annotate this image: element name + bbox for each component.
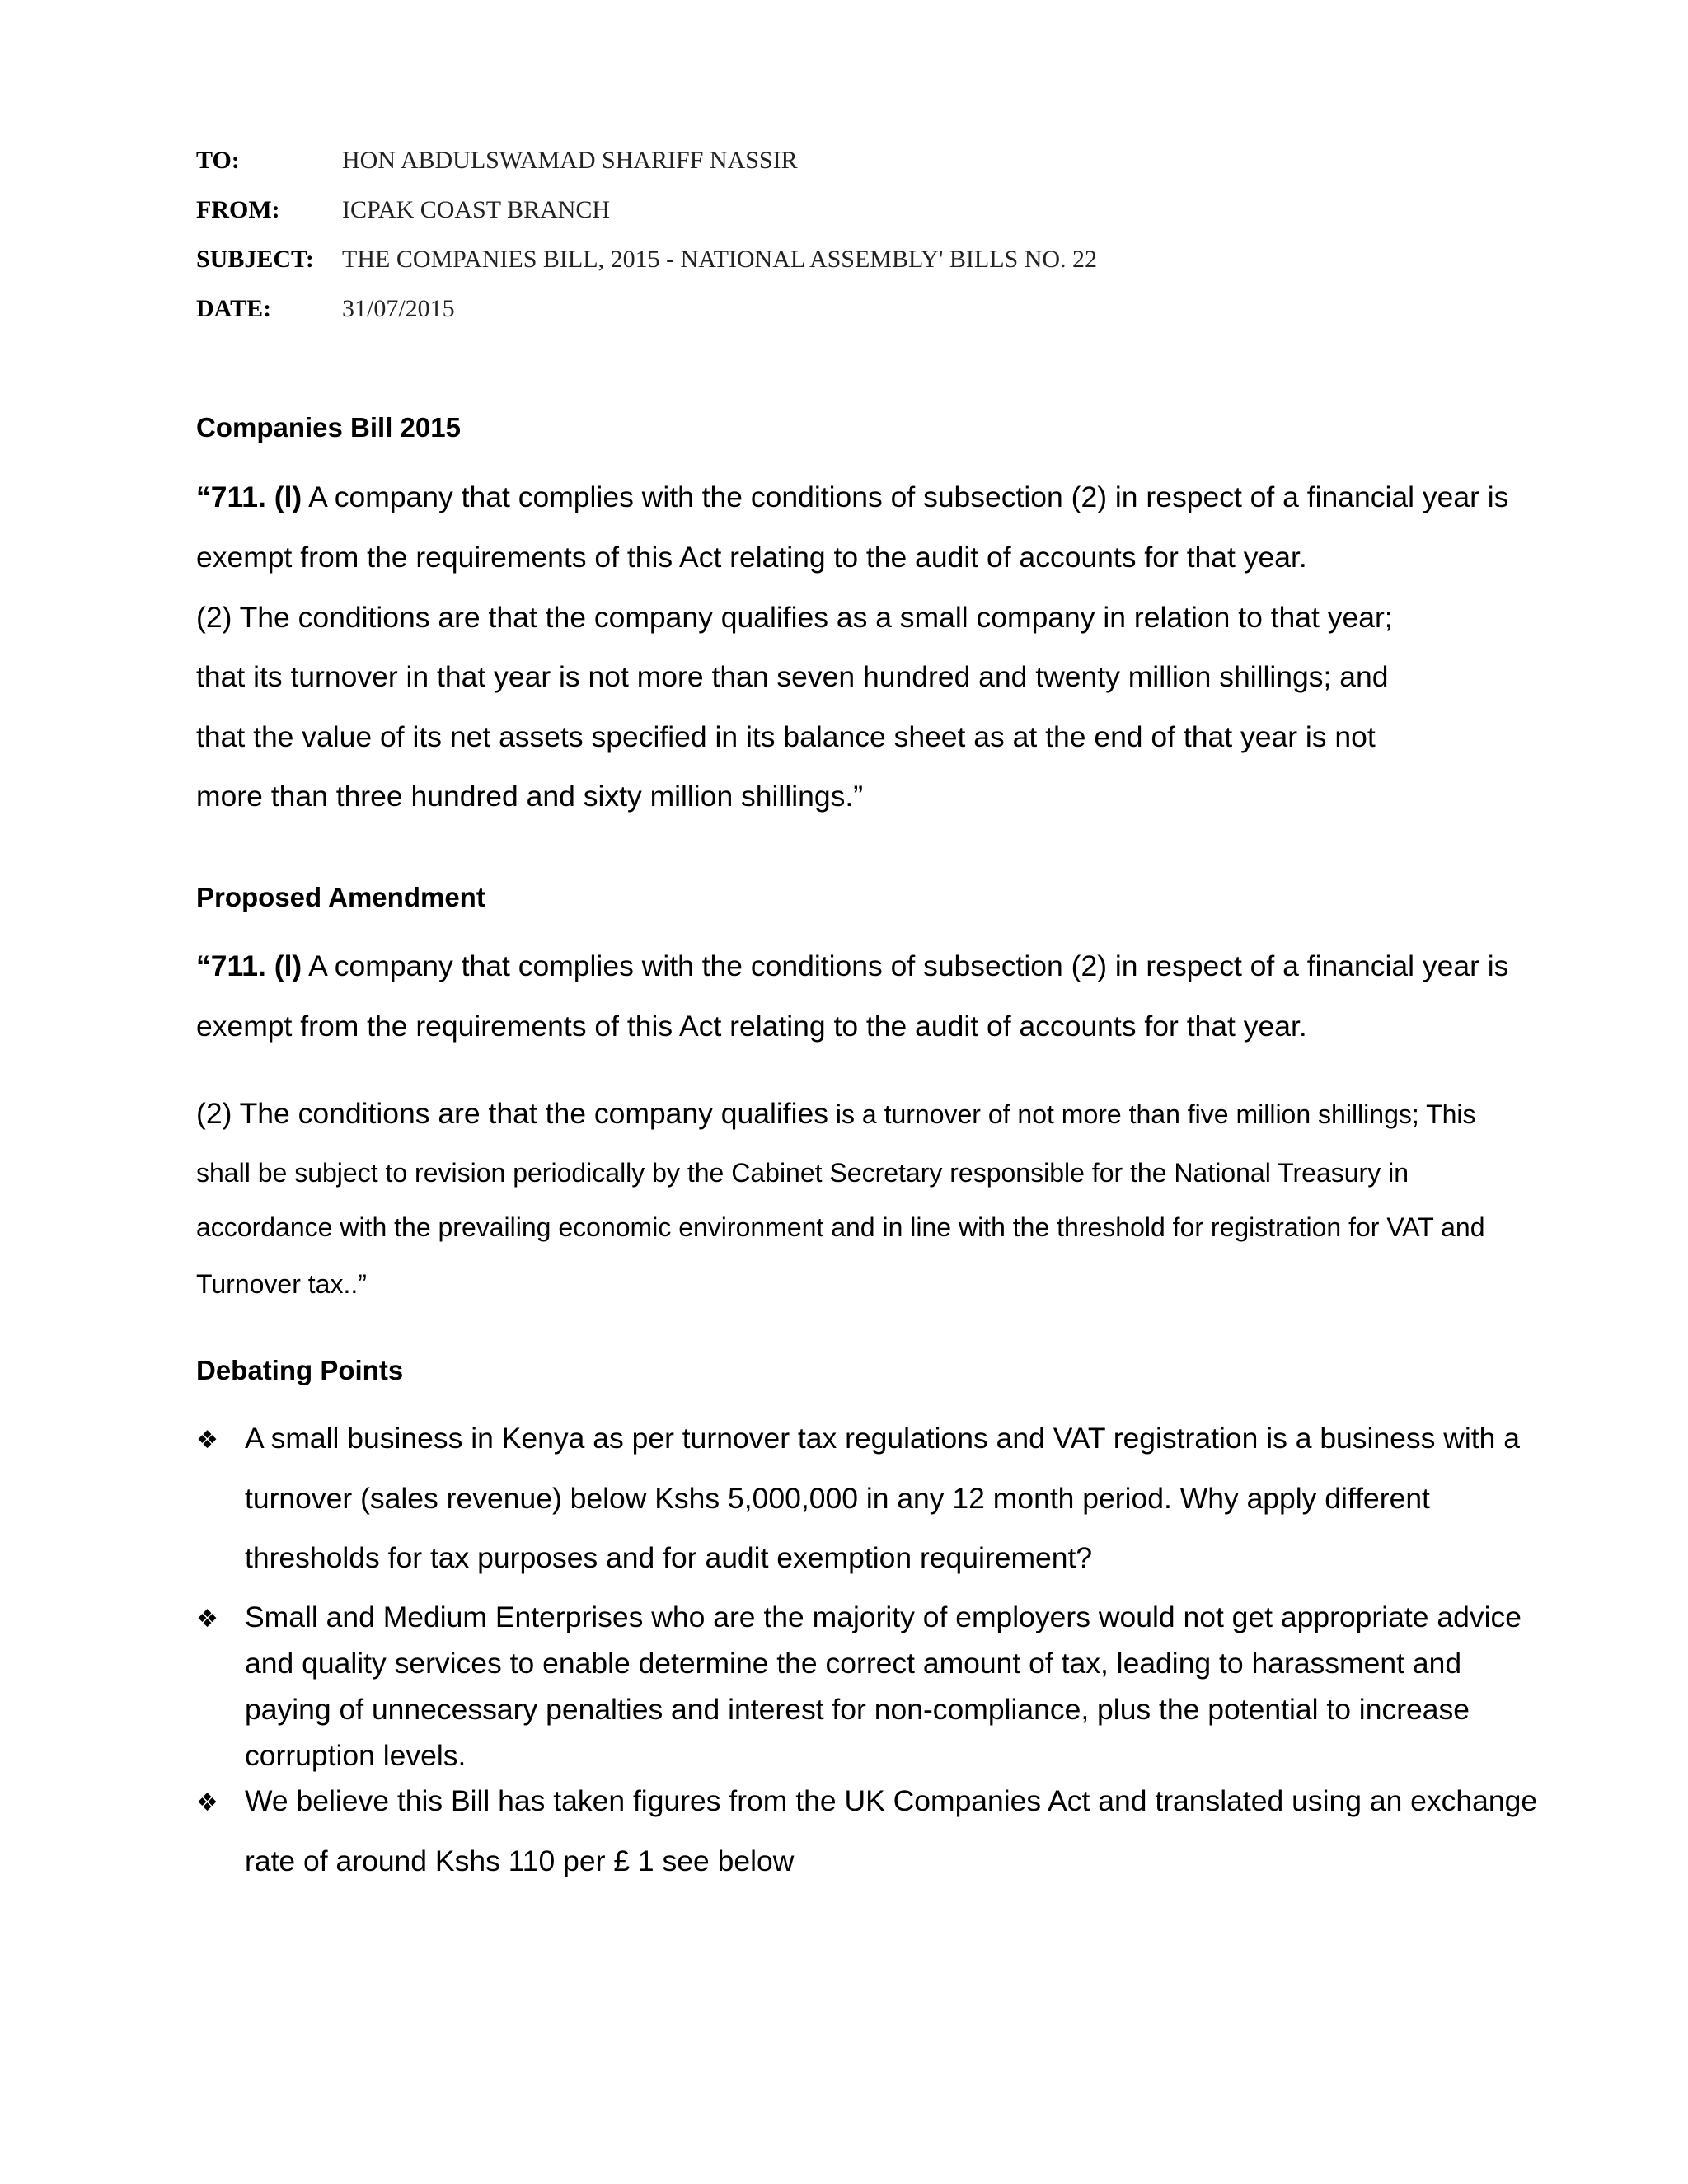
- amendment-text: A company that complies with the conditions of subsection (2) in respect of a financial year is: [302, 949, 1509, 982]
- amendment-para2-rest: is a turnover of not more than five million shillings; This: [828, 1099, 1476, 1129]
- bullet-line: rate of around Kshs 110 per £ 1 see below: [245, 1844, 795, 1877]
- amendment-line: accordance with the prevailing economic environment and in line with the threshold for registration for VAT and: [196, 1212, 1485, 1242]
- clause-line: that its turnover in that year is not more than seven hundred and twenty million shillings; and: [196, 660, 1389, 693]
- bullet-line: and quality services to enable determine the correct amount of tax, leading to harassment and: [245, 1647, 1462, 1680]
- memo-date-value: 31/07/2015: [342, 295, 455, 322]
- bullet-line: We believe this Bill has taken figures from the UK Companies Act and translated using an exchange: [245, 1784, 1538, 1817]
- bullet-diamond-icon: ❖: [196, 1788, 218, 1817]
- memo-date-label: DATE:: [196, 295, 272, 322]
- section-heading-proposed-amendment: Proposed Amendment: [196, 882, 485, 912]
- amendment-line: [196, 1097, 1476, 1131]
- amendment-clause-number: “711. (l): [196, 949, 302, 982]
- amendment-line: [196, 949, 1508, 983]
- bullet-diamond-icon: ❖: [196, 1605, 218, 1633]
- bullet-line: Small and Medium Enterprises who are the majority of employers would not get appropriate advice: [245, 1601, 1522, 1633]
- clause-number: “711. (l): [196, 480, 302, 513]
- amendment-line: shall be subject to revision periodically by the Cabinet Secretary responsible for the National Treasury in: [196, 1158, 1409, 1188]
- amendment-line: exempt from the requirements of this Act relating to the audit of accounts for that year.: [196, 1010, 1307, 1043]
- memo-subject-label: SUBJECT:: [196, 246, 314, 273]
- memo-from-value: ICPAK COAST BRANCH: [342, 196, 611, 223]
- bullet-line: A small business in Kenya as per turnover tax regulations and VAT registration is a business with a: [245, 1422, 1521, 1455]
- clause-text: A company that complies with the conditions of subsection (2) in respect of a financial year is: [302, 480, 1509, 513]
- memo-subject-value: THE COMPANIES BILL, 2015 - NATIONAL ASSEMBLY' BILLS NO. 22: [342, 246, 1098, 273]
- clause-line: that the value of its net assets specified in its balance sheet as at the end of that year is not: [196, 720, 1376, 753]
- amendment-line: Turnover tax..”: [196, 1269, 367, 1299]
- clause-line: exempt from the requirements of this Act relating to the audit of accounts for that year.: [196, 541, 1307, 574]
- section-heading-debating-points: Debating Points: [196, 1355, 404, 1385]
- memo-to-value: HON ABDULSWAMAD SHARIFF NASSIR: [342, 147, 798, 174]
- section-heading-companies-bill: Companies Bill 2015: [196, 412, 461, 443]
- clause-line: more than three hundred and sixty million shillings.”: [196, 780, 864, 813]
- clause-line: (2) The conditions are that the company qualifies as a small company in relation to that year;: [196, 601, 1393, 634]
- bullet-diamond-icon: ❖: [196, 1426, 218, 1455]
- bullet-line: turnover (sales revenue) below Kshs 5,000,000 in any 12 month period. Why apply different: [245, 1482, 1430, 1515]
- amendment-para2-start: (2) The conditions are that the company qualifies: [196, 1097, 828, 1130]
- bullet-line: paying of unnecessary penalties and interest for non-compliance, plus the potential to increase: [245, 1693, 1470, 1726]
- memo-to-label: TO:: [196, 147, 240, 174]
- bullet-line: thresholds for tax purposes and for audit exemption requirement?: [245, 1541, 1093, 1574]
- clause-line: [196, 480, 1508, 514]
- memo-from-label: FROM:: [196, 196, 280, 223]
- bullet-line: corruption levels.: [245, 1739, 467, 1772]
